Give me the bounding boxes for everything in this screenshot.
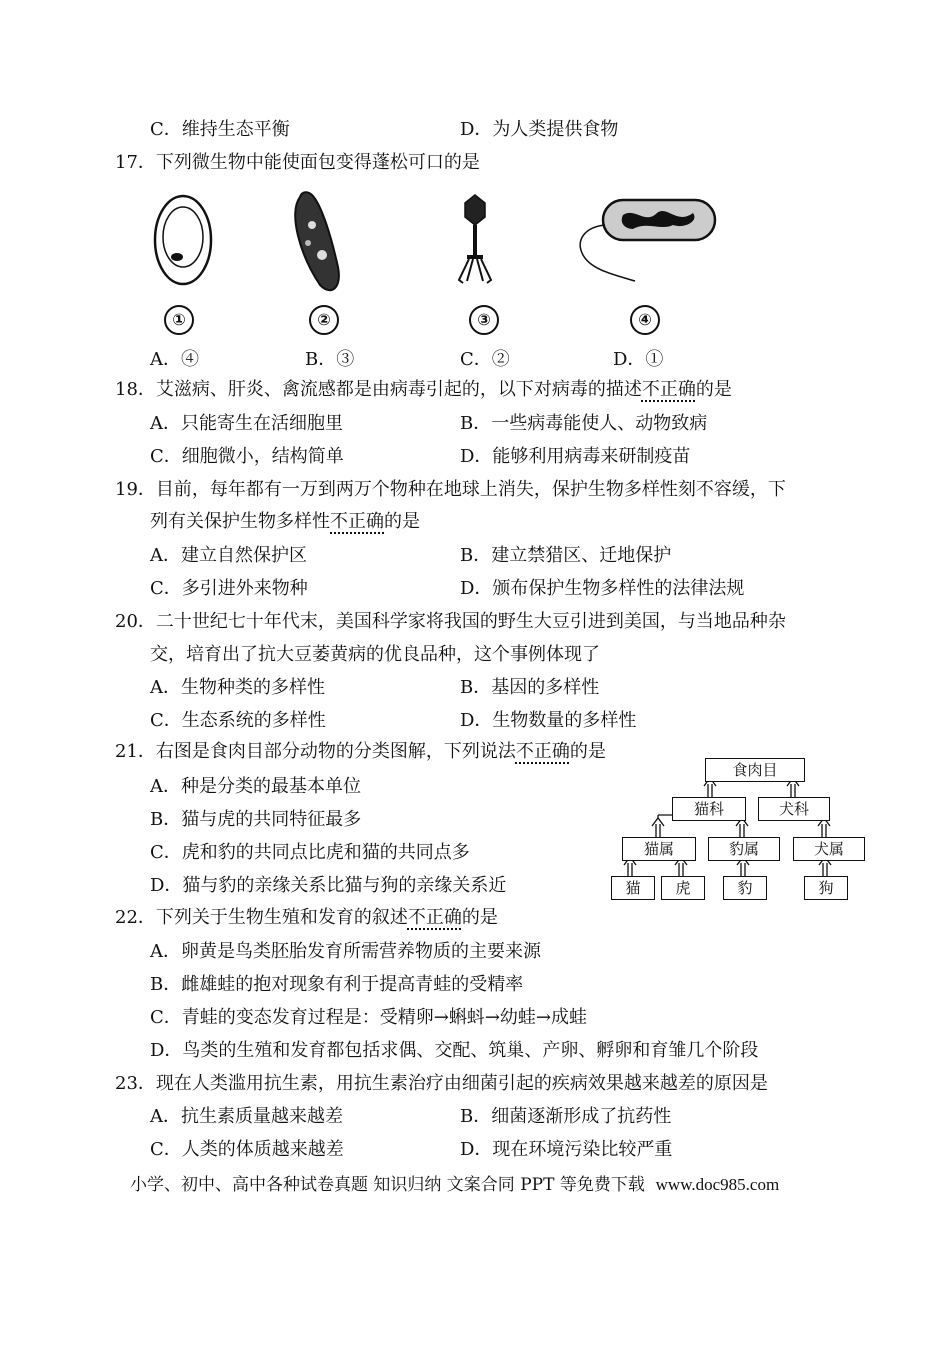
tree-node-genus-panthera: 豹属 — [708, 837, 780, 861]
q21-stem: 21．右图是食肉目部分动物的分类图解，下列说法不正确的是 — [115, 741, 606, 762]
bacteriophage-icon — [445, 185, 505, 300]
q20-option-a: A．生物种类的多样性 — [150, 677, 325, 698]
tree-node-species-tiger: 虎 — [661, 876, 705, 900]
tree-node-species-leopard: 豹 — [723, 876, 767, 900]
q20-option-d: D．生物数量的多样性 — [460, 710, 637, 731]
q19-option-c: C．多引进外来物种 — [150, 578, 308, 599]
emphasis-mark: 不正确 — [515, 741, 570, 762]
paramecium-icon — [280, 185, 360, 300]
emphasis-mark: 不正确 — [330, 511, 384, 532]
q21-option-a: A．种是分类的最基本单位 — [150, 776, 361, 797]
q20-option-c: C．生态系统的多样性 — [150, 710, 326, 731]
q17-option-c: C．② — [460, 349, 510, 370]
tree-node-genus-canis: 犬属 — [793, 837, 865, 861]
q20-option-b: B．基因的多样性 — [460, 677, 600, 698]
q19-option-d: D．颁布保护生物多样性的法律法规 — [460, 578, 745, 599]
figure-label-4: ④ — [630, 305, 660, 335]
emphasis-mark: 不正确 — [641, 379, 696, 400]
q22-option-b: B．雌雄蛙的抱对现象有利于提高青蛙的受精率 — [150, 974, 524, 995]
q16-option-c: C．维持生态平衡 — [150, 119, 290, 140]
q20-stem-line1: 20．二十世纪七十年代末，美国科学家将我国的野生大豆引进到美国，与当地品种杂 — [115, 611, 786, 632]
q23-stem: 23．现在人类滥用抗生素，用抗生素治疗由细菌引起的疾病效果越来越差的原因是 — [115, 1073, 768, 1094]
q17-option-d: D．① — [613, 349, 664, 370]
tree-node-species-cat: 猫 — [611, 876, 655, 900]
bacterium-icon — [575, 185, 725, 300]
q23-option-c: C．人类的体质越来越差 — [150, 1139, 344, 1160]
q16-option-d: D．为人类提供食物 — [460, 119, 619, 140]
tree-node-family-cat: 猫科 — [672, 797, 746, 821]
q20-stem-line2: 交，培育出了抗大豆萎黄病的优良品种，这个事例体现了 — [150, 644, 600, 665]
q17-stem: 17．下列微生物中能使面包变得蓬松可口的是 — [115, 152, 480, 173]
q21-option-d: D．猫与豹的亲缘关系比猫与狗的亲缘关系近 — [150, 875, 507, 896]
tree-node-order: 食肉目 — [705, 758, 805, 782]
q23-option-d: D．现在环境污染比较严重 — [460, 1139, 673, 1160]
q21-option-c: C．虎和豹的共同点比虎和猫的共同点多 — [150, 842, 470, 863]
footer-text: 小学、初中、高中各种试卷真题 知识归纳 文案合同 PPT 等免费下载 — [130, 1175, 645, 1195]
q19-option-b: B．建立禁猎区、迁地保护 — [460, 545, 672, 566]
tree-node-genus-felis: 猫属 — [622, 837, 696, 861]
q17-option-b: B．③ — [305, 349, 355, 370]
emphasis-mark: 不正确 — [407, 907, 462, 928]
footer-link[interactable]: www.doc985.com — [655, 1175, 780, 1194]
figure-label-3: ③ — [469, 305, 499, 335]
q19-stem-line1: 19．目前，每年都有一万到两万个物种在地球上消失，保护生物多样性刻不容缓，下 — [115, 479, 786, 500]
tree-node-family-dog: 犬科 — [758, 797, 830, 821]
q22-option-d: D．鸟类的生殖和发育都包括求偶、交配、筑巢、产卵、孵卵和育雏几个阶段 — [150, 1040, 759, 1061]
yeast-cell-icon — [145, 185, 225, 300]
q18-option-b: B．一些病毒能使人、动物致病 — [460, 413, 708, 434]
q18-option-d: D．能够利用病毒来研制疫苗 — [460, 446, 691, 467]
q19-stem-line2: 列有关保护生物多样性不正确的是 — [150, 511, 420, 532]
figure-label-2: ② — [309, 305, 339, 335]
tree-node-species-dog: 狗 — [804, 876, 848, 900]
q18-stem: 18．艾滋病、肝炎、禽流感都是由病毒引起的，以下对病毒的描述不正确的是 — [115, 379, 732, 400]
q22-option-c: C．青蛙的变态发育过程是：受精卵→蝌蚪→幼蛙→成蛙 — [150, 1007, 588, 1028]
q23-option-a: A．抗生素质量越来越差 — [150, 1106, 343, 1127]
figure-label-1: ① — [164, 305, 194, 335]
q17-option-a: A．④ — [150, 349, 199, 370]
q23-option-b: B．细菌逐渐形成了抗药性 — [460, 1106, 672, 1127]
q22-option-a: A．卵黄是鸟类胚胎发育所需营养物质的主要来源 — [150, 941, 541, 962]
q18-option-a: A．只能寄生在活细胞里 — [150, 413, 343, 434]
q21-option-b: B．猫与虎的共同特征最多 — [150, 809, 362, 830]
q19-option-a: A．建立自然保护区 — [150, 545, 307, 566]
page-footer — [130, 1170, 779, 1195]
q18-option-c: C．细胞微小，结构简单 — [150, 446, 344, 467]
q22-stem: 22．下列关于生物生殖和发育的叙述不正确的是 — [115, 907, 498, 928]
